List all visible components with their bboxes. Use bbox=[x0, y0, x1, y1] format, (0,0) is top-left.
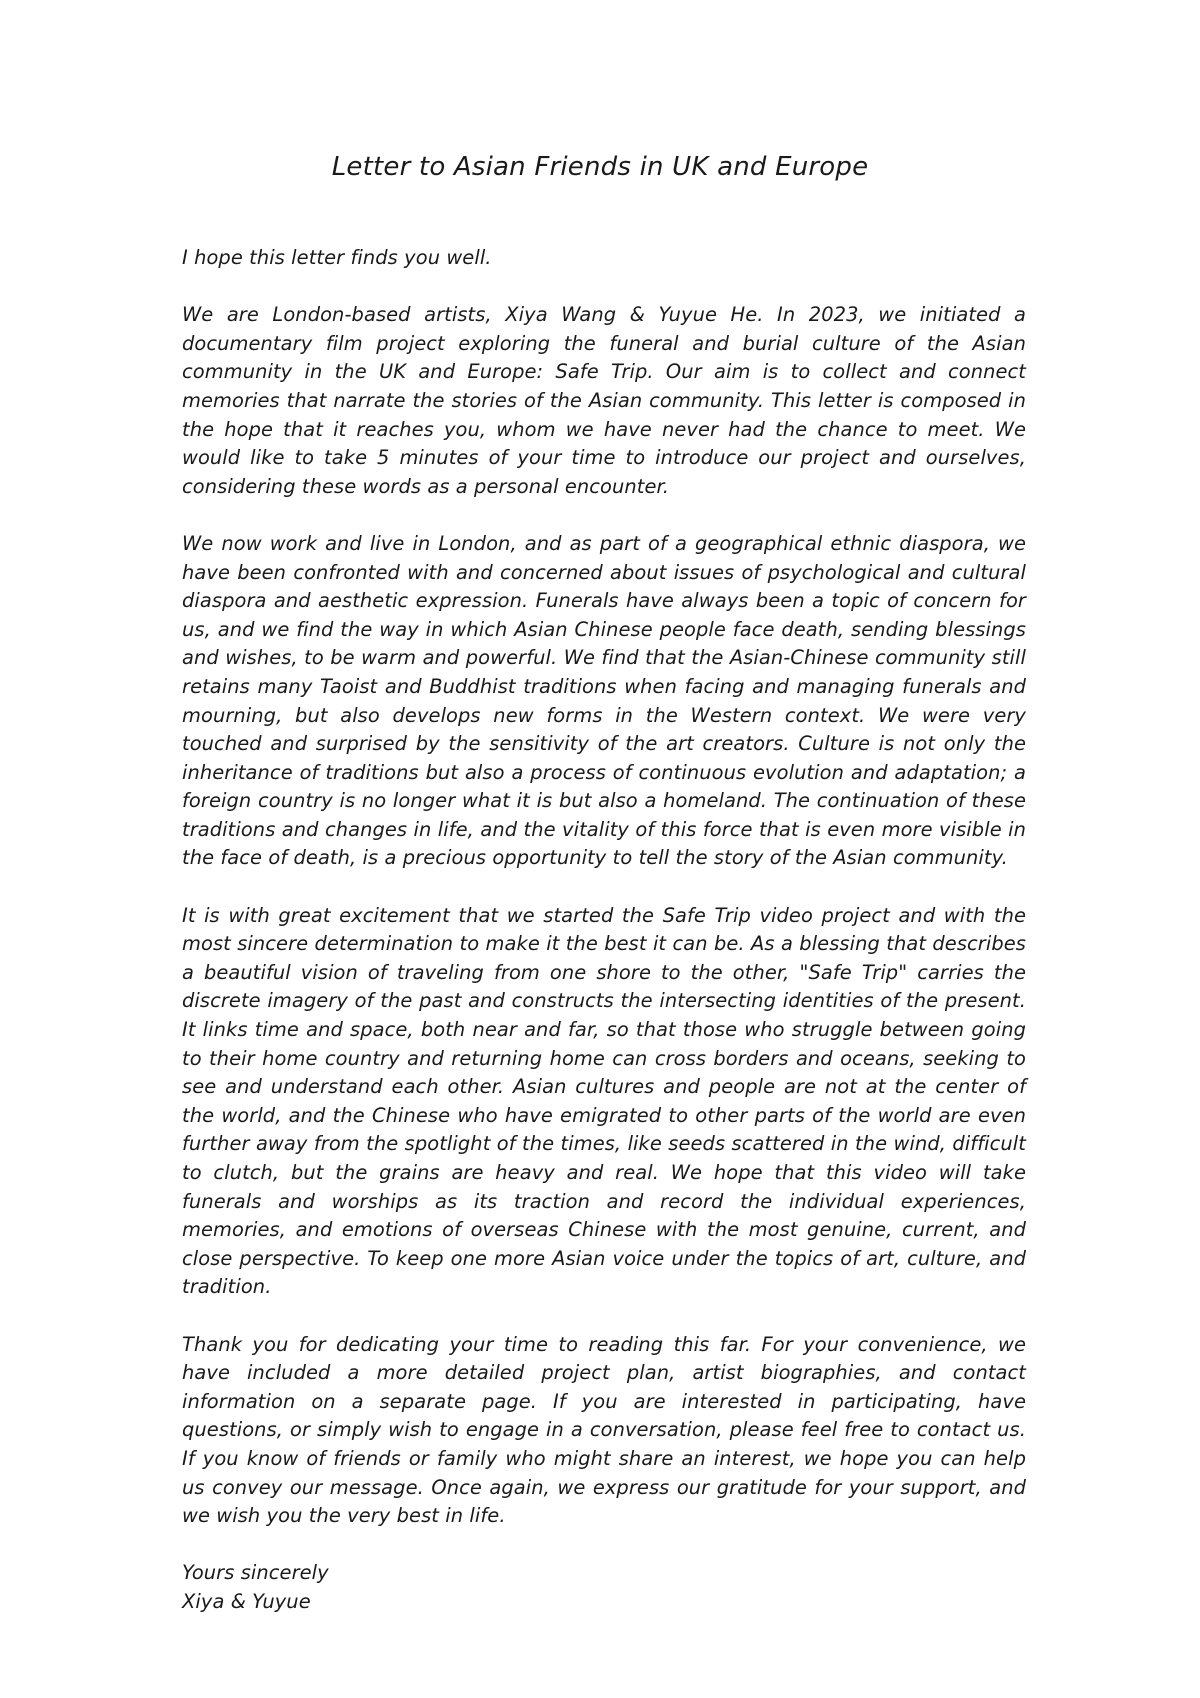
signature: Xiya & Yuyue bbox=[182, 1589, 311, 1613]
closing-line: Yours sincerely bbox=[182, 1561, 329, 1585]
letter-title: Letter to Asian Friends in UK and Europe bbox=[331, 152, 869, 182]
paragraph-intro: We are London-based artists, Xiya Wang & Yuyue He. In 2023, we initiated a documentary film project exploring the funeral and burial culture of the Asian community in the UK and Europe: Safe Trip. Our aim is to collect and connect memories that narrate the stories of the Asian community. This letter is composed in the hope that it reaches you, whom we have never had the chance to meet. We would like to take 5 minutes of your time to introduce our project and ourselves, considering these words as a personal encounter. bbox=[182, 303, 1026, 498]
paragraph-safe-trip: It is with great excitement that we started the Safe Trip video project and with the most sincere determination to make it the best it can be. As a blessing that describes a beautiful vision of traveling from one shore to the other, "Safe Trip" carries the discrete imagery of the past and constructs the intersecting identities of the present. It links time and space, both near and far, so that those who struggle between going to their home country and returning home can cross borders and oceans, seeking to see and understand each other. Asian cultures and people are not at the center of the world, and the Chinese who have emigrated to other parts of the world are even further away from the spotlight of the times, like seeds scattered in the wind, difficult to clutch, but the grains are heavy and real. We hope that this video will take funerals and worships as its traction and record the individual experiences, memories, and emotions of overseas Chinese with the most genuine, current, and close perspective. To keep one more Asian voice under the topics of art, culture, and tradition. bbox=[182, 903, 1026, 1299]
paragraph-thanks: Thank you for dedicating your time to reading this far. For your convenience, we have included a more detailed project plan, artist biographies, and contact information on a separate page. If you are interested in participating, have questions, or simply wish to engage in a conversation, please feel free to contact us. If you know of friends or family who might share an interest, we hope you can help us convey our message. Once again, we express our gratitude for your support, and we wish you the very best in life. bbox=[182, 1332, 1026, 1528]
closing-block bbox=[182, 1559, 1026, 1616]
greeting: I hope this letter finds you well. bbox=[182, 246, 492, 269]
paragraph-diaspora: We now work and live in London, and as part of a geographical ethnic diaspora, we have been confronted with and concerned about issues of psychological and cultural diaspora and aesthetic expression. Funerals have always been a topic of concern for us, and we find the way in which Asian Chinese people face death, sending blessings and wishes, to be warm and powerful. We find that the Asian-Chinese community still retains many Taoist and Buddhist traditions when facing and managing funerals and mourning, but also develops new forms in the Western context. We were very touched and surprised by the sensitivity of the art creators. Culture is not only the inheritance of traditions but also a process of continuous evolution and adaptation; a foreign country is no longer what it is but also a homeland. The continuation of these traditions and changes in life, and the vitality of this force that is even more visible in the face of death, is a precious opportunity to tell the story of the Asian community. bbox=[182, 531, 1026, 870]
letter-body bbox=[182, 244, 1026, 1617]
